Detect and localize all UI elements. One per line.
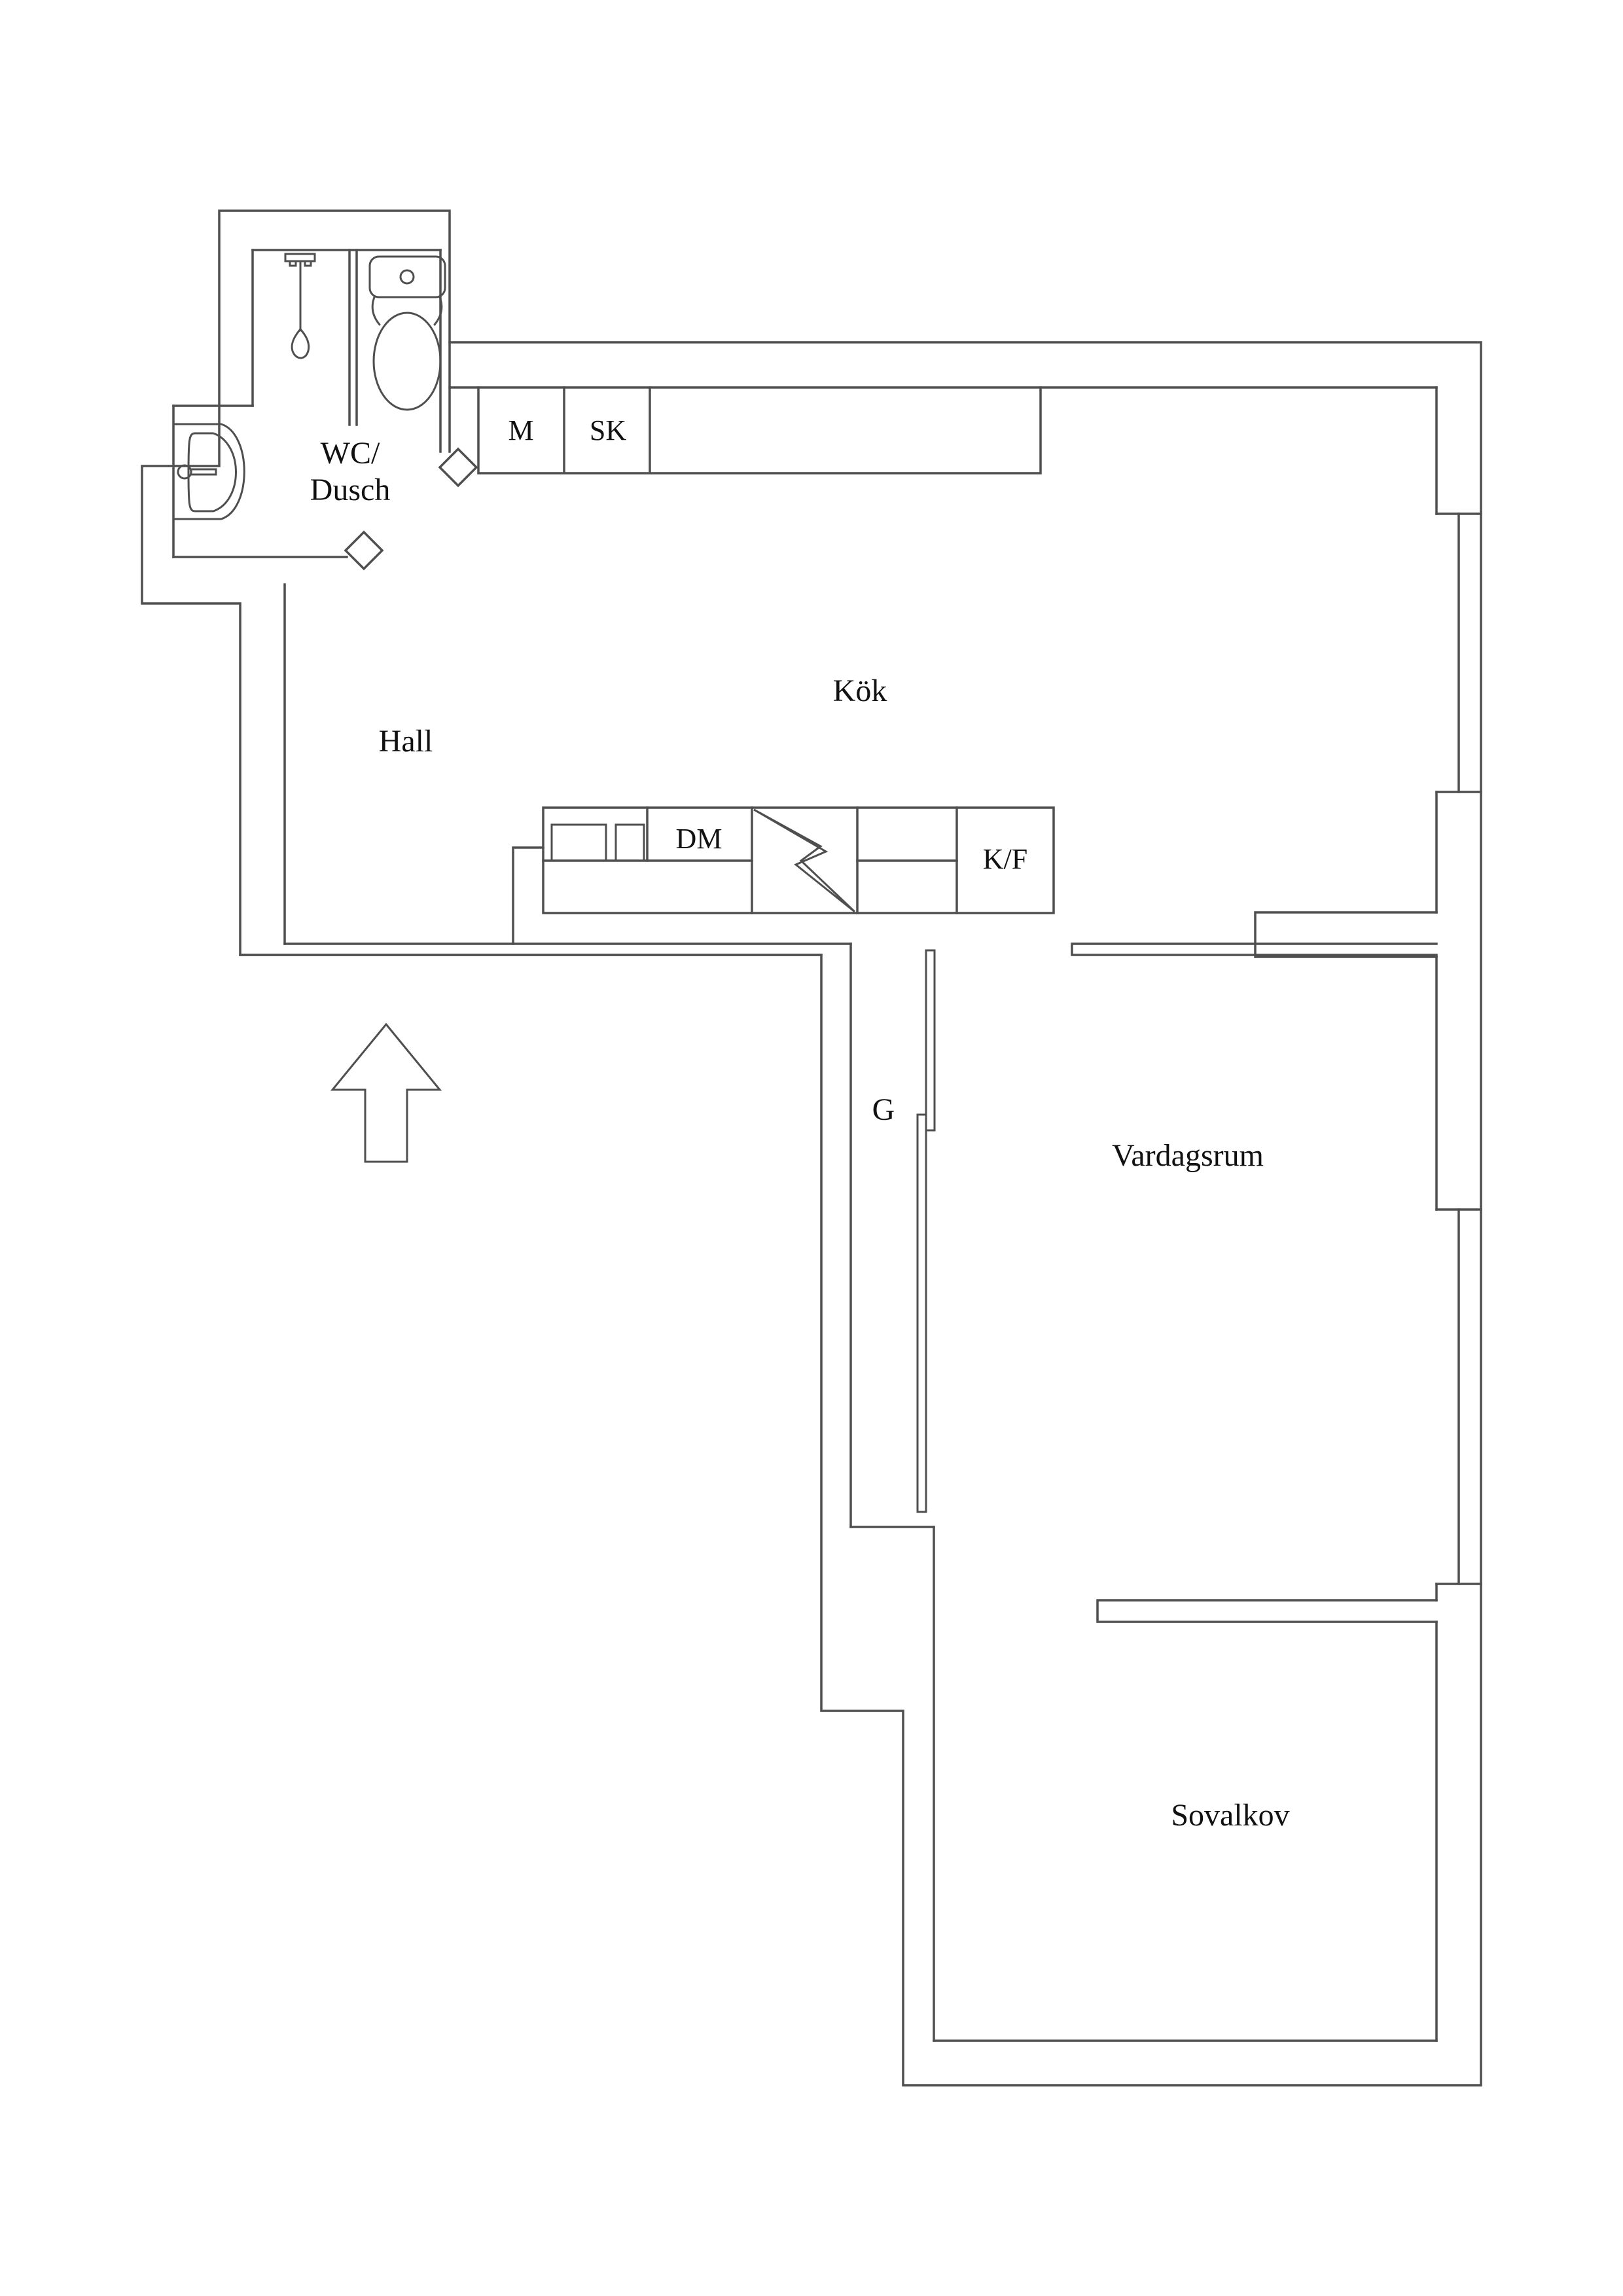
entrance-arrow-icon (332, 1024, 440, 1162)
cabinet-label-m: M (508, 414, 534, 447)
kitchen-cabinets-top-row (478, 387, 1041, 473)
shower-valve (285, 254, 315, 261)
sink-basin (188, 433, 236, 511)
sink-faucet-handle (191, 469, 216, 475)
toilet-seat (372, 297, 442, 325)
cabinet-label-dm: DM (675, 823, 722, 855)
hob-burner (552, 825, 606, 861)
cabinet-label-kf: K/F (982, 843, 1028, 876)
shower-head-icon (292, 329, 309, 358)
room-label-wc-line1: WC/ (320, 436, 380, 471)
cabinet-label-sk: SK (589, 414, 627, 447)
sink-lightning-icon (754, 810, 855, 912)
kitchen-livingroom-divider (1255, 912, 1436, 957)
room-label-wardrobe: G (872, 1092, 895, 1128)
kitchen-window (1436, 514, 1481, 792)
room-label-vardagsrum: Vardagsrum (1112, 1138, 1264, 1174)
toilet-bowl (374, 313, 440, 410)
livingroom-alcove-divider (1097, 1600, 1436, 1622)
shower (285, 250, 357, 425)
toilet-cistern (370, 257, 445, 297)
toilet (370, 257, 445, 410)
sliding-door-leaf (926, 950, 935, 1130)
kitchen-walls (450, 387, 1436, 2041)
room-label-wc-line2: Dusch (310, 473, 391, 508)
shower-partition (349, 250, 357, 425)
room-label-kok: Kök (832, 673, 887, 709)
toilet-flush-button (401, 270, 414, 283)
door-cap-icon (346, 532, 382, 569)
room-label-sovalkov: Sovalkov (1171, 1798, 1290, 1833)
hob-burner (616, 825, 644, 861)
kitchen-counter (513, 808, 1054, 944)
room-label-hall: Hall (378, 724, 433, 759)
sliding-door-leaf (918, 1115, 926, 1512)
sink-counter (173, 424, 244, 519)
sink (173, 424, 244, 519)
door-cap-icon (440, 449, 476, 486)
livingroom-window (1436, 1210, 1481, 1584)
